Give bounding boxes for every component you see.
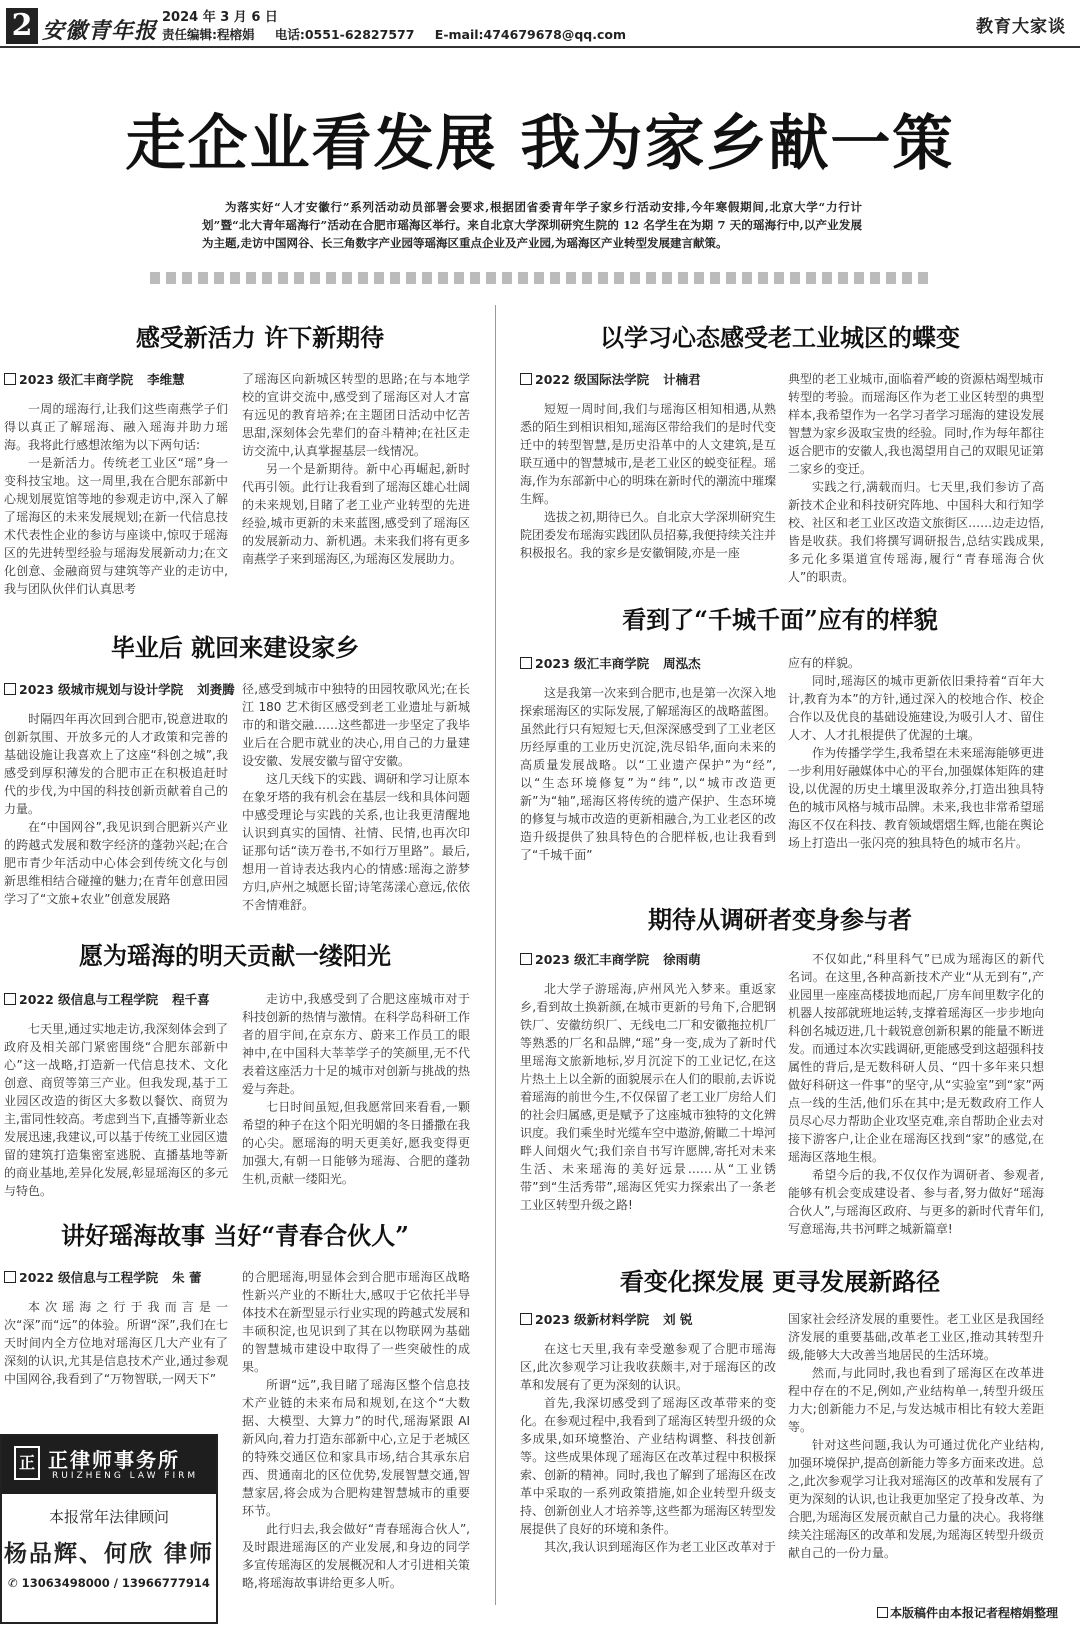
college: 2023 级新材料学院 (535, 1312, 650, 1327)
paragraph: 七天里,通过实地走访,我深刻体会到了政府及相关部门紧密围绕“合肥东部新中心”这一战略,打造新一代信息技术、文化创意、商贸等第三产业。但我发现,基于工业园区改造的街区大多数以餐饮、商贸为主,雷同性较高。考虑到当下,直播等新业态发展迅速,我建议,可以基于传统工业园区遗留的建筑打造集密室逃脱、直播基地等新的商业基地,差异化发展,彰显瑶海区的多元与特色。 (4, 1022, 228, 1198)
article-column (788, 950, 1044, 1236)
article-byline (4, 680, 235, 698)
article-byline (520, 370, 701, 388)
ad-firm-name: 正律师事务所 (48, 1448, 180, 1472)
email: E-mail:474679678@qq.com (434, 27, 626, 42)
paragraph: 本次瑶海之行于我而言是一次“深”而“远”的体验。所谓“深”,我们在七天时间内全方位地对瑶海区几大产业有了深刻的认识,尤其是信息技术产业,通过参观中国网谷,我看到了“万物智联,一网天下” (4, 1300, 228, 1386)
paragraph: 北大学子游瑶海,庐州风光入梦来。重返家乡,看到故土换新颜,在城市更新的号角下,合肥钢铁厂、安徽纺织厂、无线电二厂和安徽拖拉机厂等熟悉的厂名和品牌,“瑶”身一变,成为了新时代里瑶海文旅新地标,岁月沉淀下的工业记忆,在这片热土上以全新的面貌展示在人们的眼前,去诉说着瑶海的前世今生,不仅保留了老工业厂房给人们的社会归属感,更是赋予了这座城市独特的文化辨识度。我们乘坐时光缆车空中遨游,俯瞰二十埠河畔人间烟火气;我们亲自书写许愿牌,寄托对未来生活、未来瑶海的美好远景……从“工业锈带”到“生活秀带”,瑶海区凭实力探索出了一条老工业区转型升级之路! (520, 982, 776, 1212)
college: 2023 级汇丰商学院 (535, 656, 650, 671)
paragraph: 另一个是新期待。新中心再崛起,新时代再引领。此行让我看到了瑶海区雄心壮阔的未来规划,目睹了老工业产业转型的先进经验,城市更新的未来蓝图,感受到了瑶海区的发展新动力、新机遇。未来我们将有更多南燕学子来到瑶海区,为瑶海区发展助力。 (242, 462, 471, 566)
paragraph: 国家社会经济发展的重要性。老工业区是我国经济发展的重要基础,改革老工业区,推动其转型升级,能够大大改善当地居民的生活环境。 (788, 1312, 1044, 1362)
footer-credit (877, 1604, 1058, 1621)
header-rule (0, 46, 1080, 48)
article-column (520, 684, 776, 868)
article-column (4, 1298, 228, 1426)
ad-banner (2, 1436, 216, 1494)
author: 刘 锐 (663, 1312, 693, 1327)
section-name: 教育大家谈 (976, 17, 1066, 37)
article-title: 愿为瑶海的明天贡献一缕阳光 (79, 941, 391, 970)
article-byline (520, 1310, 693, 1328)
paragraph: 在这七天里,我有幸受邀参观了合肥市瑶海区,此次参观学习让我收获颇丰,对于瑶海区的改革和发展有了更为深刻的认识。 (520, 1342, 776, 1392)
page-number: 2 (6, 8, 38, 44)
author: 朱 蕾 (172, 1270, 202, 1285)
college: 2023 级汇丰商学院 (535, 952, 650, 967)
paragraph: 其次,我认识到瑶海区作为老工业区改革对于 (544, 1540, 776, 1554)
paragraph: 希望今后的我,不仅仅作为调研者、参观者,能够有机会变成建设者、参与者,努力做好“瑶海合伙人”,与瑶海区政府、与更多的新时代青年们,写意瑶海,共书河畔之城新篇章! (788, 1168, 1044, 1236)
law-firm-ad (0, 1434, 218, 1624)
paragraph: 一周的瑶海行,让我们这些南燕学子们得以真正了解瑶海、融入瑶海并助力瑶海。我将此行感想浓缩为以下两句话: (4, 402, 228, 452)
author: 李维慧 (147, 372, 185, 387)
phone: 电话:0551-62827577 (274, 27, 415, 42)
article-title: 以学习心态感受老工业城区的蝶变 (600, 323, 960, 352)
contact-line (162, 25, 642, 43)
author: 周泓杰 (663, 656, 701, 671)
paragraph: 不仅如此,“科里科气”已成为瑶海区的新代名词。在这里,各种高新技术产业“从无到有”,产业园里一座座高楼拔地而起,厂房车间里数字化的机器人按部就班地运转,支撑着瑶海区一步步地向科创名城迈进,几十载锐意创新积累的能量不断迸发。而通过本次实践调研,更能感受到这超强科技属性的背后,是无数科研人员、“四十多年来只想做好科研这一件事”的坚守,从“实验室”到“家”两点一线的生活,他们乐在其中;是无数政府工作人员尽心尽力帮助企业攻坚克难,亲自帮助企业去对接下游客户,让企业在瑶海区找到“家”的感觉,在瑶海区落地生根。 (788, 952, 1044, 1164)
paragraph: 走访中,我感受到了合肥这座城市对于科技创新的热情与激情。在科学岛科研工作者的眉宇间,在京东方、蔚来工作员工的眼神中,在中国科大莘莘学子的笑颜里,无不代表着这座活力十足的城市对创新与挑战的热爱与奔赴。 (242, 992, 471, 1096)
paragraph: 了瑶海区向新城区转型的思路;在与本地学校的宣讲交流中,感受到了瑶海区对人才富有远见的教育培养;在主题团日活动中忆苦思甜,深刻体会先辈们的奋斗精神;在社区走访交流中,认真掌握基层一线情况。 (242, 372, 470, 458)
masthead (0, 0, 1080, 46)
paragraph: 一是新活力。传统老工业区“瑶”身一变科技宝地。这一周里,我在合肥东部新中心规划展览馆等地的参观走访中,深入了解了瑶海区的未来发展规划;在新一代信息技术代表性企业的参访与座谈中,惊叹于瑶海区的先进转型经验与瑶海发展新动力;在文化创意、金融商贸与建筑等产业的走访中,我与团队伙伴们认真思考 (4, 456, 228, 596)
paragraph: 所谓“远”,我目睹了瑶海区整个信息技术产业链的未来布局和规划,在这个“大数据、大模型、大算力”的时代,瑶海紧跟 AI 新风向,着力打造东部新中心,立足于老城区的特殊交通区位和家具市场,结合其承东启西、贯通南北的区位优势,发展智慧交通,智慧家居,将会成为合肥构建智慧城市的重要环节。 (242, 1378, 470, 1518)
paragraph: 然而,与此同时,我也看到了瑶海区在改革进程中存在的不足,例如,产业结构单一,转型升级压力大;创新能力不足,与发达城市相比有较大差距等。 (788, 1366, 1044, 1434)
college: 2023 级城市规划与设计学院 (19, 682, 184, 697)
article-title: 看到了“千城千面”应有的样貌 (622, 605, 938, 634)
lead-paragraph: 为落实好“人才安徽行”系列活动动员部署会要求,根据团省委青年学子家乡行活动安排,今年寒假期间,北京大学“力行计划”暨“北大青年瑶海行”活动在合肥市瑶海区举行。来自北京大学深圳研究生院的 12 名学生在为期 7 天的瑶海行中,以产业发展为主题,走访中国网谷、长三角数字产业园等瑶海区重点企业及产业园,为瑶海区产业转型发展建言献策。 (202, 200, 862, 250)
author: 程千喜 (172, 992, 210, 1007)
article-column (788, 370, 1044, 584)
paper-logo: 安徽青年报 (42, 18, 158, 44)
paragraph: 径,感受到城市中独特的田园牧歌风光;在长江 180 艺术街区感受到老工业遗址与新城市的和谐交融……这些都进一步坚定了我毕业后在合肥市就业的决心,用自己的力量建设安徽、发展安徽与留守安徽。 (242, 682, 471, 768)
article-byline (520, 950, 701, 968)
ad-subtitle: 本报常年法律顾问 (48, 1508, 169, 1526)
college: 2022 级国际法学院 (535, 372, 650, 387)
law-firm-logo-icon: 正 (14, 1446, 40, 1480)
article-title: 期待从调研者变身参与者 (648, 905, 912, 934)
article-byline (4, 1268, 202, 1286)
paragraph: 首先,我深切感受到了瑶海区改革带来的变化。在参观过程中,我看到了瑶海区转型升级的众多成果,如环境整治、产业结构调整、科技创新等。这些成果体现了瑶海区在改革过程中积极探索、创新的精神。同时,我也了解到了瑶海区在改革中采取的一系列政策措施,如企业转型升级支持、创新创业人才培养等,这些都为瑶海区转型发展提供了良好的环境和条件。 (520, 1396, 776, 1536)
article-byline (4, 990, 210, 1008)
paragraph: 应有的样貌。 (788, 656, 861, 670)
paragraph: 时隔四年再次回到合肥市,锐意进取的创新氛围、开放多元的人才政策和完善的基础设施让我喜欢上了这座“科创之城”,我感受到厚积薄发的合肥市正在积极追赶时代的步伐,为中国的科技创新贡献着自己的力量。 (4, 712, 228, 816)
paragraph: 典型的老工业城市,面临着严峻的资源枯竭型城市转型的考验。而瑶海区作为老工业区转型的典型样本,我希望作为一名学习者学习瑶海的建设发展智慧为家乡汲取宝贵的经验。同时,作为每年都往返合肥市的安徽人,我也渴望用自己的双眼见证第二家乡的变迁。 (788, 372, 1044, 476)
article-title: 毕业后 就回来建设家乡 (110, 633, 360, 662)
article-column (788, 1310, 1044, 1600)
article-column (788, 654, 1044, 868)
author: 刘赉腾 (197, 682, 235, 697)
article-column (4, 400, 228, 596)
article-column (520, 400, 776, 584)
article-byline (4, 370, 185, 388)
article-title: 感受新活力 许下新期待 (135, 323, 385, 352)
article-title: 看变化探发展 更寻发展新路径 (619, 1267, 941, 1296)
article-column (4, 1020, 228, 1198)
author: 计楠君 (663, 372, 701, 387)
issue-date: 2024 年 3 月 6 日 (162, 10, 278, 25)
paragraph: 这几天线下的实践、调研和学习让原本在象牙塔的我有机会在基层一线和具体问题中感受理论与实践的关系,也让我更清醒地认识到真实的国情、社情、民情,也再次印证那句话“读万卷书,不如行万里路”。最后,想用一首诗表达我内心的情感:瑶海之游梦方归,庐州之城愿长留;诗笔荡漾心意远,依依不舍情难舒。 (242, 772, 471, 912)
paragraph: 实践之行,满载而归。七天里,我们参访了高新技术企业和科技研究阵地、中国科大和行知学校、社区和老工业区改造文旅街区……边走边悟,皆是收获。我们将撰写调研报告,总结实践成果,多元化多渠道宣传瑶海,履行“青春瑶海合伙人”的职责。 (788, 480, 1044, 584)
college: 2023 级汇丰商学院 (19, 372, 134, 387)
footer-credit-text: 本版稿件由本报记者程榕娟整理 (889, 1606, 1058, 1620)
paragraph: 此行归去,我会做好“青春瑶海合伙人”,及时跟进瑶海区的产业发展,和身边的同学多宣传瑶海区的发展概况和人才引进相关策略,将瑶海故事讲给更多人听。 (242, 1522, 471, 1590)
paragraph: 这是我第一次来到合肥市,也是第一次深入地探索瑶海区的实际发展,了解瑶海区的战略蓝图。虽然此行只有短短七天,但深深感受到了工业老区历经厚重的工业历史沉淀,洗尽铅华,面向未来的高质量发展战略。以“工业遗产保护”为“经”,以“生态环境修复”为“纬”,以“城市改造更新”为“轴”,瑶海区将传统的遗产保护、生态环境的修复与城市改造的更新相融合,为工业老区的改造升级提供了独具特色的合肥样板,也让我看到了“千城千面” (520, 686, 776, 862)
editor: 责任编辑:程榕娟 (162, 27, 255, 42)
decorative-divider (150, 272, 930, 284)
article-column (242, 1268, 470, 1624)
ad-phone: ✆ 13063498000 / 13966777914 (8, 1576, 210, 1590)
article-byline (520, 654, 701, 672)
author: 徐雨萌 (663, 952, 701, 967)
ad-firm-english: RUIZHENG LAW FIRM (52, 1471, 199, 1481)
paragraph: 七日时间虽短,但我愿常回来看看,一颗希望的种子在这个阳光明媚的冬日播撒在我的心尖。愿瑶海的明天更美好,愿我变得更加强大,有朝一日能够为瑶海、合肥的蓬勃生机,贡献一缕阳光。 (242, 1100, 471, 1186)
page-headline: 走企业看发展 我为家乡献一策 (125, 109, 955, 179)
paragraph: 短短一周时间,我们与瑶海区相知相遇,从熟悉的陌生到相识相知,瑶海区带给我们的是时代变迁中的转型智慧,是历史沿革中的人文建筑,是互联互通中的智慧城市,是老工业区的蜕变征程。瑶海,作为东部新中心的明珠在新时代的潮流中璀璨生辉。 (520, 402, 776, 506)
ad-lawyers: 杨品辉、何欣 律师 (3, 1541, 214, 1567)
paragraph: 针对这些问题,我认为可通过优化产业结构,加强环境保护,提高创新能力等多方面来改进。总之,此次参观学习让我对瑶海区的改革和发展有了更为深刻的认识,也让我更加坚定了投身改革、为合肥,为瑶海区发展贡献自己力量的决心。我将继续关注瑶海区的改革和发展,为瑶海区转型升级贡献自己的一份力量。 (788, 1438, 1044, 1560)
article-column (242, 680, 471, 912)
paragraph: 同时,瑶海区的城市更新依旧秉持着“百年大计,教育为本”的方针,通过深入的校地合作、校企合作以及优良的基础设施建设,为吸引人才、留住人才、人才扎根提供了优渥的土壤。 (788, 674, 1044, 742)
college: 2022 级信息与工程学院 (19, 992, 159, 1007)
article-column (520, 1340, 776, 1604)
paragraph: 作为传播学学生,我希望在未来瑶海能够更进一步利用好融媒体中心的平台,加强媒体矩阵的建设,以优渥的历史土壤里汲取养分,打造出独具特色的城市风格与城市品牌。未来,我也非常希望瑶海区不仅在科技、教育领域熠熠生辉,也能在舆论场上打造出一张闪亮的独具特色的城市名片。 (788, 746, 1044, 850)
college: 2022 级信息与工程学院 (19, 1270, 159, 1285)
article-column (520, 980, 776, 1212)
article-column (242, 990, 470, 1184)
article-column (242, 370, 470, 584)
paragraph: 的合肥瑶海,明显体会到合肥市瑶海区战略性新兴产业的不断壮大,感叹于它依托半导体技术在新型显示行业实现的跨越式发展和丰硕积淀,也见识到了其在以物联网为基础的智慧城市建设中取得了一些突破性的成果。 (242, 1270, 471, 1374)
paragraph: 选拔之初,期待已久。自北京大学深圳研究生院团委发布瑶海实践团队员招募,我便持续关注并积极报名。我的家乡是安徽铜陵,亦是一座 (520, 510, 776, 560)
column-divider (495, 305, 496, 1605)
paragraph: 在“中国网谷”,我见识到合肥新兴产业的跨越式发展和数字经济的蓬勃兴起;在合肥市青少年活动中心体会到传统文化与创新思维相结合碰撞的魅力;在青年创意田园学习了“文旅+农业”创意发展路 (4, 820, 228, 906)
article-column (4, 710, 228, 906)
article-title: 讲好瑶海故事 当好“青春合伙人” (61, 1221, 409, 1250)
